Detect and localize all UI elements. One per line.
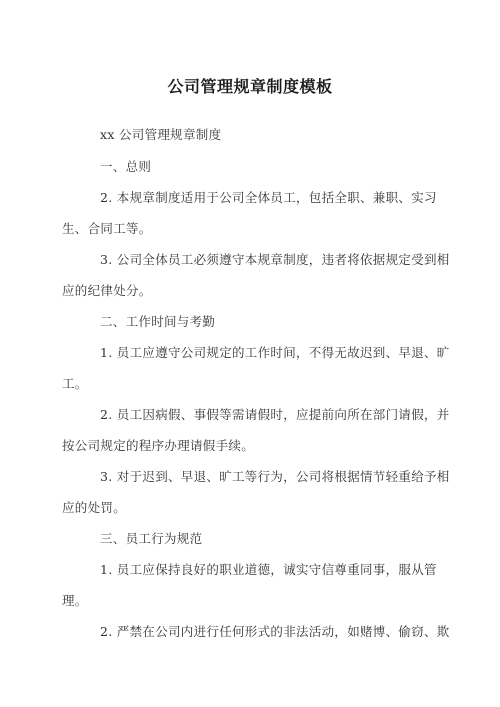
document-title: 公司管理规章制度模板 (167, 77, 333, 96)
paragraph-line: 2. 员工因病假、事假等需请假时，应提前向所在部门请假，并 (100, 407, 450, 422)
section-heading-attendance: 二、工作时间与考勤 (100, 314, 216, 329)
paragraph-line: 按公司规定的程序办理请假手续。 (62, 438, 255, 453)
paragraph-line: 应的纪律处分。 (62, 283, 152, 298)
paragraph-line: 2. 严禁在公司内进行任何形式的非法活动，如赌博、偷窃、欺 (100, 624, 450, 639)
paragraph-line: 3. 对于迟到、早退、旷工等行为，公司将根据情节轻重给予相 (100, 469, 450, 484)
section-heading-conduct: 三、员工行为规范 (100, 531, 203, 546)
section-heading-general: 一、总则 (100, 159, 152, 174)
paragraph-line: 工。 (62, 376, 88, 391)
paragraph-line: 理。 (62, 593, 88, 608)
paragraph-line: 1. 员工应遵守公司规定的工作时间，不得无故迟到、早退、旷 (100, 345, 450, 360)
company-rules-heading: xx 公司管理规章制度 (100, 127, 222, 142)
paragraph-line: 1. 员工应保持良好的职业道德，诚实守信尊重同事，服从管 (100, 562, 437, 577)
paragraph-line: 应的处罚。 (62, 500, 127, 515)
paragraph-line: 2. 本规章制度适用于公司全体员工，包括全职、兼职、实习 (100, 190, 437, 205)
paragraph-line: 3. 公司全体员工必须遵守本规章制度，违者将依据规定受到相 (100, 252, 450, 267)
paragraph-line: 生、合同工等。 (62, 221, 152, 236)
